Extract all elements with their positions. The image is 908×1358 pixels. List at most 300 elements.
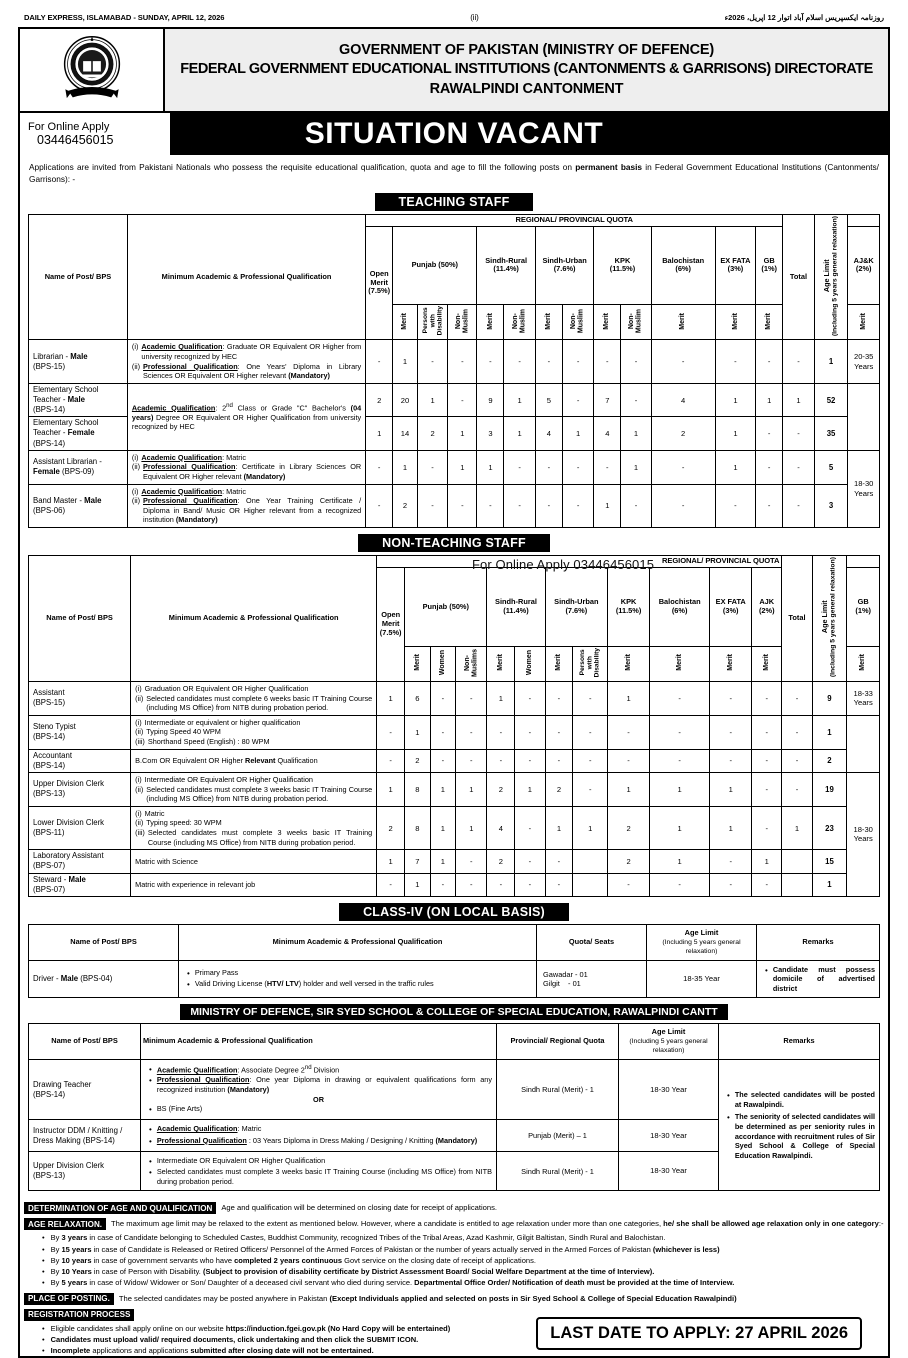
online-apply-number: 03446456015: [37, 133, 114, 148]
age-limit-value: 18-30 Year: [619, 1120, 719, 1151]
quota-value: -: [417, 484, 447, 528]
th-provincial-regional-quota: Provincial/ Regional Quota: [497, 1024, 619, 1060]
remarks-cell: • The selected candidates will be posted at Rawalpindi. • The seniority of selected candidates will be determined as per seniority rules in accordance with recruitment rules of Sir Syed School & College of Special Education Rawalpindi.: [719, 1060, 880, 1191]
quota-value: -: [487, 749, 515, 772]
determination-note: [24, 1202, 884, 1214]
quota-value: -: [594, 450, 621, 484]
quota-value: -: [756, 417, 783, 450]
quota-value: 1: [608, 681, 650, 715]
qualification-cell: Matric with Science: [131, 850, 377, 873]
quota-value: -: [756, 450, 783, 484]
post-name: Elementary School Teacher - Male (BPS-14): [29, 383, 128, 416]
table-row: [29, 340, 880, 384]
age-limit-value: 20-35 Years: [848, 340, 880, 384]
quota-value: 4: [651, 383, 715, 416]
age-limit-value: 18-30 Year: [619, 1060, 719, 1120]
logo-cell: [20, 29, 165, 111]
age-relaxation-tag: AGE RELAXATION.: [24, 1218, 106, 1230]
quota-value: 4: [487, 806, 515, 850]
quota-value: 9: [477, 383, 504, 416]
th-remarks: Remarks: [757, 924, 880, 960]
age-limit-value: 18-30 Years: [847, 772, 880, 896]
quota-value: -: [545, 749, 573, 772]
quota-value: 8: [405, 806, 431, 850]
masthead-line-2: FEDERAL GOVERNMENT EDUCATIONAL INSTITUTIONS (CANTONMENTS & GARRISONS) DIRECTORATE: [180, 61, 873, 78]
fgei-emblem-icon: [55, 33, 129, 107]
th-province-punjab-50: Punjab (50%): [393, 226, 477, 305]
registration-list: [24, 1323, 536, 1357]
quota-value: 3: [477, 417, 504, 450]
quota-value: -: [456, 715, 487, 749]
masthead-titles: [165, 29, 888, 111]
age-relaxation-text: The maximum age limit may be relaxed to the extent as mentioned below. However, where a candidate is entitled to age relaxation under more than one categories, he/ she shall be allowed age relaxation only in one category:-: [111, 1219, 884, 1229]
qualification-cell: Matric with experience in relevant job: [131, 873, 377, 896]
qualification-cell: (i) Intermediate OR Equivalent OR Higher Qualification (ii) Selected candidates must complete 3 weeks basic IT Training Course (including MS Office) from NITB during probation period.: [131, 772, 377, 806]
post-name: Drawing Teacher (BPS-14): [29, 1060, 141, 1120]
th-province-aj-k: AJ&K (2%): [848, 226, 880, 305]
class4-label-text: CLASS-IV (ON LOCAL BASIS): [339, 903, 569, 921]
remarks-cell: • Candidate must possess domicile of advertised district: [757, 960, 880, 998]
sirsyed-label-text: MINISTRY OF DEFENCE, SIR SYED SCHOOL & COLLEGE OF SPECIAL EDUCATION, RAWALPINDI CANTT: [180, 1004, 727, 1020]
total-value: 1: [812, 873, 847, 896]
quota-value: -: [573, 772, 608, 806]
th-quota-group: REGIONAL/ PROVINCIAL QUOTA: [366, 214, 783, 226]
quota-value: -: [417, 340, 447, 384]
th-sub-merit: Merit: [393, 305, 418, 340]
quota-value: -: [649, 749, 709, 772]
table-row: [29, 806, 880, 850]
quota-value: -: [430, 715, 456, 749]
th-sub-merit: Merit: [545, 646, 573, 681]
post-name: Instructor DDM / Knitting / Dress Making (BPS-14): [29, 1120, 141, 1151]
post-name: Band Master - Male (BPS-06): [29, 484, 128, 528]
age-limit-value: 18-33 Years: [847, 681, 880, 715]
table-row: [29, 715, 880, 749]
th-qualification: Minimum Academic & Professional Qualification: [131, 556, 377, 682]
th-sub-women: Women: [515, 646, 545, 681]
post-name: Driver - Male (BPS-04): [29, 960, 179, 998]
quota-value: -: [710, 681, 752, 715]
quota-value: -: [710, 873, 752, 896]
quota-value: -: [710, 749, 752, 772]
quota-value: -: [535, 450, 562, 484]
th-sub-merit: Merit: [752, 646, 782, 681]
last-date-badge: LAST DATE TO APPLY: 27 APRIL 2026: [536, 1317, 862, 1350]
list-item: • By 10 Years in case of Person with Disability. (Subject to provision of disability certificate by District Assessment Board/ Social Welfare Department at the time of Interview).: [42, 1267, 655, 1276]
quota-value: -: [573, 749, 608, 772]
quota-value: 1: [752, 850, 782, 873]
quota-value: -: [448, 383, 477, 416]
quota-value: 5: [535, 383, 562, 416]
table-row: [29, 749, 880, 772]
th-province-sindh-rural: Sindh-Rural (11.4%): [477, 226, 535, 305]
table-row: [29, 850, 880, 873]
quota-value: 4: [594, 417, 621, 450]
quota-value: -: [651, 340, 715, 384]
th-province-gb: GB (1%): [756, 226, 783, 305]
th-age-limit: [812, 556, 847, 682]
quota-value: -: [515, 749, 545, 772]
quota-value: -: [477, 484, 504, 528]
registration-note: [24, 1309, 536, 1321]
th-age-limit: [814, 214, 848, 340]
quota-value: -: [456, 681, 487, 715]
quota-value: 6: [405, 681, 431, 715]
quota-value: -: [649, 681, 709, 715]
qualification-cell: • Primary Pass • Valid Driving License (HTV/ LTV) holder and well versed in the traffic rules: [179, 960, 537, 998]
non-teaching-staff-label: [20, 534, 888, 552]
quota-value: -: [573, 715, 608, 749]
table-row: [29, 681, 880, 715]
sirsyed-table-head: [29, 1024, 880, 1060]
class4-header-row: [29, 924, 880, 960]
quota-value: -: [756, 340, 783, 384]
post-name: Librarian - Male (BPS-15): [29, 340, 128, 384]
qualification-cell: (i) Academic Qualification: Matric (ii) Professional Qualification: One Year Training Certificate / Diploma in Band/ Music OR Higher relevant from a recognized institution (Mandatory): [127, 484, 365, 528]
newspaper-header-line: [18, 0, 890, 27]
quota-value: -: [608, 715, 650, 749]
th-name-of-post-bps: Name of Post/ BPS: [29, 1024, 141, 1060]
age-limit-value: 18-30 Year: [619, 1151, 719, 1190]
quota-value: -: [487, 715, 515, 749]
quota-value: 1: [608, 772, 650, 806]
th-age-limit-main: Age Limit: [820, 600, 830, 634]
post-name: Upper Division Clerk (BPS-13): [29, 1151, 141, 1190]
qualification-cell: (i) Matric (ii) Typing speed: 30 WPM (iii) Selected candidates must complete 3 weeks basic IT Training Course (including MS Office) from NITB during probation period.: [131, 806, 377, 850]
quota-value: 1: [649, 772, 709, 806]
age-relaxation-list: [24, 1232, 884, 1288]
th-province-sindh-urban: Sindh-Urban (7.6%): [545, 568, 608, 647]
th-province-kpk: KPK (11.5%): [594, 226, 651, 305]
qualification-cell: (i) Academic Qualification: Matric (ii) Professional Qualification: Certificate in Library Sciences OR Equivalent OR Higher relevant (Mandatory): [127, 450, 365, 484]
th-sub-merit: Merit: [756, 305, 783, 340]
quota-value: -: [487, 873, 515, 896]
newspaper-name-date: DAILY EXPRESS, ISLAMABAD - SUNDAY, APRIL 12, 2026: [24, 13, 225, 22]
age-limit-value: 18-30 Years: [848, 450, 880, 527]
th-sub-merit: Merit: [649, 646, 709, 681]
quota-value: 8: [405, 772, 431, 806]
quota-value: -: [608, 749, 650, 772]
table-row: [29, 873, 880, 896]
quota-value: 1: [366, 417, 393, 450]
non-teaching-staff-table: [28, 555, 880, 897]
quota-value: -: [545, 681, 573, 715]
quota-value: [573, 873, 608, 896]
th-quota-seats: Quota/ Seats: [537, 924, 647, 960]
quota-value: -: [515, 806, 545, 850]
table-row: [29, 450, 880, 484]
quota-value: -: [782, 681, 812, 715]
quota-value: 1: [377, 772, 405, 806]
quota-value: 1: [417, 383, 447, 416]
total-value: 19: [812, 772, 847, 806]
sirsyed-table: [28, 1023, 880, 1191]
th-sub-women: Women: [430, 646, 456, 681]
non-teaching-table-body: [29, 681, 880, 896]
quota-value: -: [783, 417, 814, 450]
masthead-line-3: RAWALPINDI CANTONMENT: [429, 80, 624, 97]
th-age-limit: Age Limit (Including 5 years general relaxation): [619, 1024, 719, 1060]
sirsyed-label: [20, 1004, 888, 1020]
quota-value: -: [535, 484, 562, 528]
quota-value: 1: [756, 383, 783, 416]
th-total: Total: [782, 556, 812, 682]
quota-value: -: [430, 873, 456, 896]
post-name: Steno Typist (BPS-14): [29, 715, 131, 749]
non-teaching-staff-label-text: NON-TEACHING STAFF: [358, 534, 550, 552]
table-row: [29, 960, 880, 998]
total-value: 2: [812, 749, 847, 772]
qualification-cell: (i) Academic Qualification: Graduate OR Equivalent OR Higher from university recognized by HEC (ii) Professional Qualification: One Years' Diploma in Library Sciences OR Equivalent OR Higher relevant (Mandatory): [127, 340, 365, 384]
quota-value: -: [515, 681, 545, 715]
age-limit-value: 18-35 Year: [647, 960, 757, 998]
total-value: 15: [812, 850, 847, 873]
th-sub-merit: Merit: [710, 646, 752, 681]
qualification-cell: • Academic Qualification: Matric • Professional Qualification : 03 Years Diploma in Dress Making / Designing / Knitting (Mandatory): [141, 1120, 497, 1151]
quota-value: -: [366, 450, 393, 484]
list-item: • Candidates must upload valid/ required documents, click undertaking and then click the SUBMIT ICON.: [42, 1334, 419, 1344]
total-value: 23: [812, 806, 847, 850]
quota-value: -: [545, 873, 573, 896]
quota-value: -: [430, 681, 456, 715]
quota-value: -: [752, 806, 782, 850]
quota-value: -: [504, 484, 535, 528]
quota-value: -: [515, 850, 545, 873]
th-sub-merit: Merit: [405, 646, 431, 681]
quota-value: 2: [393, 484, 418, 528]
th-age-limit-main: Age Limit: [822, 259, 831, 292]
quota-value: -: [608, 873, 650, 896]
quota-value: 1: [393, 340, 418, 384]
qualification-cell: (i) Intermediate or equivalent or higher qualification (ii) Typing Speed 40 WPM (iii) Shorthand Speed (English) : 80 WPM: [131, 715, 377, 749]
sirsyed-table-body: [29, 1060, 880, 1191]
quota-value: -: [377, 715, 405, 749]
total-value: 9: [812, 681, 847, 715]
teaching-table-head: [29, 214, 880, 340]
quota-value: 2: [366, 383, 393, 416]
quota-value: -: [621, 340, 651, 384]
th-minimum-academic-professional-qualification: Minimum Academic & Professional Qualification: [179, 924, 537, 960]
provincial-quota: Punjab (Merit) – 1: [497, 1120, 619, 1151]
list-item: • By 10 years in case of government servants who have completed 2 years continuous Govt service on the closing date of receipt of applications.: [42, 1255, 536, 1265]
quota-value: 2: [608, 806, 650, 850]
quota-value: -: [710, 850, 752, 873]
quota-value: -: [651, 484, 715, 528]
quota-value: 1: [430, 772, 456, 806]
provincial-quota: Sindh Rural (Merit) - 1: [497, 1151, 619, 1190]
quota-value: -: [504, 340, 535, 384]
quota-value: 1: [594, 484, 621, 528]
quota-value: -: [782, 749, 812, 772]
table-row: [29, 772, 880, 806]
th-sub-merit: Merit: [487, 646, 515, 681]
post-name: Assistant Librarian - Female (BPS-09): [29, 450, 128, 484]
quota-value: -: [535, 340, 562, 384]
th-sub-merit: Merit: [715, 305, 755, 340]
quota-value: 1: [545, 806, 573, 850]
quota-value: -: [752, 873, 782, 896]
quota-value: 1: [504, 417, 535, 450]
qualification-cell: • Academic Qualification: Associate Degree 2nd Division • Professional Qualification: One year Diploma in drawing or equivalent qualifications form any recognized institution (Mandatory) OR • BS (Fine Arts): [141, 1060, 497, 1120]
quota-value: -: [783, 484, 814, 528]
quota-value: -: [715, 484, 755, 528]
quota-value: 1: [430, 850, 456, 873]
quota-value: 1: [456, 772, 487, 806]
th-name-of-post-bps: Name of Post/ BPS: [29, 924, 179, 960]
place-of-posting-text: The selected candidates may be posted anywhere in Pakistan (Except Individuals applied and selected on posts in Sir Syed School & College of Special Education Rawalpindi): [118, 1293, 737, 1303]
th-total: Total: [783, 214, 814, 340]
quota-value: [782, 850, 812, 873]
teaching-staff-label-text: TEACHING STAFF: [375, 193, 534, 211]
list-item: • By 15 years in case of Candidate is Released or Retired Officers/ Personnel of the Armed Forces of Pakistan or the number of years actually served in the Armed Forces of Pakistan (whichever is less): [42, 1244, 720, 1254]
quota-value: -: [783, 340, 814, 384]
place-of-posting-tag: PLACE OF POSTING.: [24, 1293, 114, 1305]
th-sub-non-muslim: Non- Muslim: [504, 305, 535, 340]
registration-tag: REGISTRATION PROCESS: [24, 1309, 134, 1321]
notes-section: [20, 1194, 888, 1356]
quota-value: 1: [405, 715, 431, 749]
quota-value: -: [573, 681, 608, 715]
list-item: • Incomplete applications and applications submitted after closing date will not be entertained.: [42, 1346, 374, 1355]
determination-tag: DETERMINATION OF AGE AND QUALIFICATION: [24, 1202, 216, 1214]
quota-value: -: [621, 484, 651, 528]
th-sub-merit: Merit: [477, 305, 504, 340]
th-sub-merit: Merit: [651, 305, 715, 340]
quota-value: 1: [515, 772, 545, 806]
quota-value: -: [477, 340, 504, 384]
th-sub-merit: Merit: [847, 646, 880, 681]
class4-table-head: [29, 924, 880, 960]
quota-value: 1: [487, 681, 515, 715]
quota-value: -: [562, 383, 593, 416]
quota-value: -: [377, 873, 405, 896]
th-province-ex-fata: EX FATA (3%): [710, 568, 752, 647]
class4-label: [20, 903, 888, 921]
quota-value: 1: [377, 850, 405, 873]
th-province-open-merit: Open Merit (7.5%): [366, 226, 393, 340]
quota-value: -: [562, 484, 593, 528]
quota-value: 1: [649, 850, 709, 873]
th-post: Name of Post/ BPS: [29, 556, 131, 682]
quota-value: -: [377, 749, 405, 772]
quota-value: 2: [377, 806, 405, 850]
situation-vacant-banner: [20, 113, 888, 155]
quota-value: 2: [651, 417, 715, 450]
th-sub-merit: Merit: [535, 305, 562, 340]
page-number: (ii): [470, 13, 479, 22]
non-teaching-table-head: [29, 556, 880, 682]
th-province-open-merit: Open Merit (7.5%): [377, 568, 405, 682]
quota-value: -: [515, 715, 545, 749]
post-name: Upper Division Clerk (BPS-13): [29, 772, 131, 806]
list-item: • By 3 years in case of Candidate belonging to Scheduled Castes, Buddhist Community, recognized Tribes of the Tribal Areas, Azad Kashmir, Gilgit Baltistan, Sindh Rural and Balochistan.: [42, 1233, 666, 1243]
qualification-cell: Academic Qualification: 2nd Class or Grade "C" Bachelor's (04 years) Degree OR Equivalent OR Higher Qualification from university recognized by HEC: [127, 383, 365, 450]
th-age-limit-sub: (Including 5 years general relaxation): [831, 215, 839, 336]
quota-value: -: [562, 340, 593, 384]
post-name: Elementary School Teacher - Female (BPS-14): [29, 417, 128, 450]
th-age-limit: Age Limit (Including 5 years general relaxation): [647, 924, 757, 960]
quota-value: 4: [535, 417, 562, 450]
list-item: • By 5 years in case of Widow/ Widower or Son/ Daughter of a deceased civil servant who died during service. Departmental Office Order/ Notification of death must be provided at the time of Interview.: [42, 1278, 735, 1288]
intro-paragraph: Applications are invited from Pakistani Nationals who possess the requisite educational qualification, quota and age to fill the following posts on permanent basis in Federal Government Educational Institutions (Cantonments/ Garrisons): -: [29, 162, 879, 184]
total-value: 52: [814, 383, 848, 416]
quota-value: 1: [715, 383, 755, 416]
banner-title: SITUATION VACANT: [304, 117, 604, 150]
th-province-sindh-rural: Sindh-Rural (11.4%): [487, 568, 545, 647]
quota-value: 1: [783, 383, 814, 416]
quota-value: 1: [448, 450, 477, 484]
total-value: 35: [814, 417, 848, 450]
th-sub-non-muslim: Non- Muslim: [621, 305, 651, 340]
quota-value: 2: [417, 417, 447, 450]
provincial-quota: Sindh Rural (Merit) - 1: [497, 1060, 619, 1120]
th-age-limit-sub: (Including 5 years general relaxation): [829, 557, 837, 678]
class4-table: [28, 924, 880, 999]
quota-value: -: [456, 850, 487, 873]
quota-value: 14: [393, 417, 418, 450]
quota-value: 1: [456, 806, 487, 850]
qualification-cell: • Intermediate OR Equivalent OR Higher Qualification • Selected candidates must complete 3 weeks basic IT Training Course (including MS Office) from NITB during probation period.: [141, 1151, 497, 1190]
sirsyed-header-row: [29, 1024, 880, 1060]
list-item: • Eligible candidates shall apply online on our website https://induction.fgei.gov.pk (No Hard Copy will be entertained): [42, 1323, 451, 1333]
quota-value: 1: [621, 417, 651, 450]
table-row: [29, 1060, 880, 1120]
quota-value: 2: [405, 749, 431, 772]
quota-value: 7: [405, 850, 431, 873]
th-province-sindh-urban: Sindh-Urban (7.6%): [535, 226, 593, 305]
quota-value: 1: [430, 806, 456, 850]
qualification-cell: B.Com OR Equivalent OR Higher Relevant Qualification: [131, 749, 377, 772]
quota-value: 1: [405, 873, 431, 896]
quota-value: -: [366, 340, 393, 384]
quota-value: -: [594, 340, 621, 384]
qualification-cell: (i) Graduation OR Equivalent OR Higher Qualification (ii) Selected candidates must complete 6 weeks basic IT Training Course (including MS Office) from NITB during probation period.: [131, 681, 377, 715]
quota-value: -: [782, 715, 812, 749]
quota-value: -: [456, 873, 487, 896]
quota-value: -: [782, 772, 812, 806]
quota-value: 1: [782, 806, 812, 850]
th-province-balochistan: Balochistan (6%): [651, 226, 715, 305]
th-sub-merit: Merit: [594, 305, 621, 340]
th-province-ex-fata: EX FATA (3%): [715, 226, 755, 305]
quota-value: 2: [545, 772, 573, 806]
quota-value: -: [783, 450, 814, 484]
teaching-staff-table: [28, 214, 880, 528]
post-name: Accountant (BPS-14): [29, 749, 131, 772]
masthead: [20, 29, 888, 113]
quota-value: -: [504, 450, 535, 484]
th-remarks: Remarks: [719, 1024, 880, 1060]
th-sub-persons-with-disability: Persons with Disability: [417, 305, 447, 340]
newspaper-name-date-urdu: روزنامہ ایکسپریس اسلام آباد اتوار 12 اپریل، 2026ء: [724, 13, 884, 22]
quota-value: -: [366, 484, 393, 528]
quota-value: 1: [710, 806, 752, 850]
quota-value: -: [448, 340, 477, 384]
total-value: 1: [814, 340, 848, 384]
registration-left: [24, 1305, 536, 1357]
determination-text: Age and qualification will be determined on closing date for receipt of applications.: [221, 1203, 498, 1213]
quota-value: -: [515, 873, 545, 896]
masthead-line-1: GOVERNMENT OF PAKISTAN (MINISTRY OF DEFENCE): [339, 41, 714, 58]
quota-value: -: [756, 484, 783, 528]
th-sub-merit: Merit: [608, 646, 650, 681]
post-name: Assistant (BPS-15): [29, 681, 131, 715]
quota-value: 1: [710, 772, 752, 806]
total-value: 1: [812, 715, 847, 749]
quota-value: 1: [477, 450, 504, 484]
quota-value: -: [649, 873, 709, 896]
quota-value: 1: [448, 417, 477, 450]
